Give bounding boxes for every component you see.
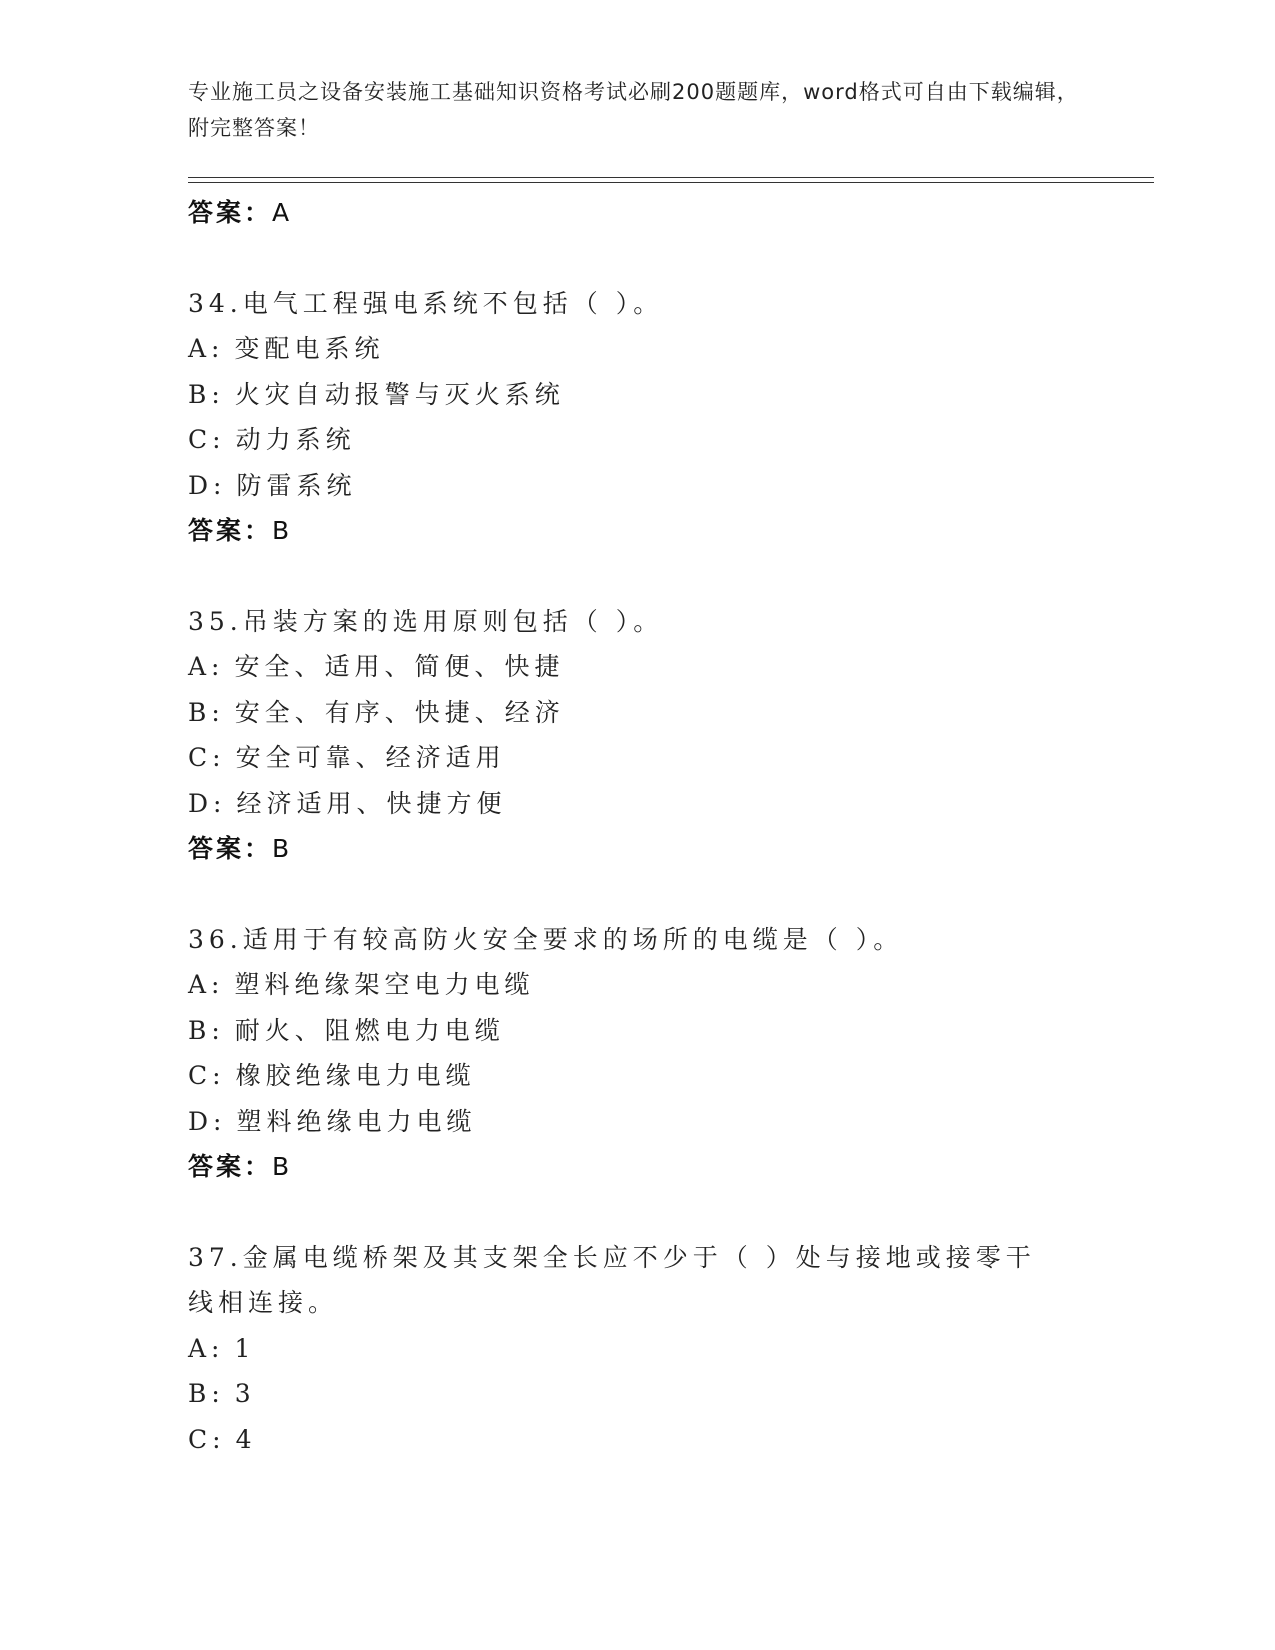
option-letter: C: <box>188 1061 226 1090</box>
question-block <box>188 599 1088 872</box>
answer-value: A <box>272 198 293 227</box>
document-header <box>188 74 1088 146</box>
option-text: 变配电系统 <box>234 334 385 363</box>
option-text: 耐火、阻燃电力电缆 <box>234 1015 505 1045</box>
option-letter: D: <box>188 788 227 818</box>
option-text: 安全、有序、快捷、经济 <box>234 697 565 727</box>
option-text: 4 <box>235 1424 257 1454</box>
question-stem: 36.适用于有较高防火安全要求的场所的电缆是（ ）。 <box>188 924 904 954</box>
option-letter: A: <box>188 652 225 681</box>
option-b <box>188 372 1088 418</box>
header-rule-top <box>188 177 1154 178</box>
answer-label: 答案： <box>188 516 273 545</box>
option-text: 安全、适用、简便、快捷 <box>234 652 565 681</box>
question-list <box>188 190 1088 1462</box>
option-letter: C: <box>188 1424 226 1454</box>
option-b <box>188 1371 1088 1417</box>
option-a <box>188 1326 1088 1372</box>
option-text: 1 <box>234 1333 256 1363</box>
answer-value: B <box>272 1152 293 1181</box>
option-b <box>188 690 1088 736</box>
option-text: 防雷系统 <box>236 470 357 500</box>
answer-line <box>188 190 1088 236</box>
option-letter: C: <box>188 743 226 772</box>
question-stem: 37.金属电缆桥架及其支架全长应不少于（ ）处与接地或接零干线相连接。 <box>188 1242 1036 1317</box>
option-d <box>188 463 1088 509</box>
spacer <box>188 554 1088 599</box>
option-letter: D: <box>188 470 227 500</box>
option-text: 动力系统 <box>235 425 356 454</box>
option-b <box>188 1008 1088 1054</box>
option-c <box>188 417 1088 463</box>
option-text: 塑料绝缘电力电缆 <box>236 1106 477 1136</box>
question-block <box>188 281 1088 554</box>
option-text: 塑料绝缘架空电力电缆 <box>234 970 535 999</box>
option-a <box>188 644 1088 690</box>
option-text: 安全可靠、经济适用 <box>235 743 506 772</box>
answer-label: 答案： <box>188 198 273 227</box>
option-letter: A: <box>188 1333 225 1363</box>
question-stem: 34.电气工程强电系统不包括（ ）。 <box>188 288 664 318</box>
option-letter: C: <box>188 425 226 454</box>
question-block <box>188 1235 1088 1463</box>
spacer <box>188 236 1088 281</box>
answer-line <box>188 826 1088 872</box>
option-letter: D: <box>188 1106 227 1136</box>
option-letter: B: <box>188 1015 225 1045</box>
header-rule-bottom <box>188 182 1154 183</box>
option-text: 橡胶绝缘电力电缆 <box>235 1061 476 1090</box>
answer-label: 答案： <box>188 834 273 863</box>
option-letter: A: <box>188 970 225 999</box>
option-c <box>188 735 1088 781</box>
option-c <box>188 1417 1088 1463</box>
option-a <box>188 962 1088 1008</box>
option-letter: B: <box>188 697 225 727</box>
answer-line <box>188 508 1088 554</box>
answer-value: B <box>272 516 293 545</box>
option-text: 3 <box>234 1379 256 1408</box>
spacer <box>188 1190 1088 1235</box>
question-block <box>188 917 1088 1190</box>
option-text: 火灾自动报警与灭火系统 <box>234 379 565 409</box>
option-d <box>188 1099 1088 1145</box>
option-letter: B: <box>188 379 225 409</box>
option-text: 经济适用、快捷方便 <box>236 788 507 818</box>
answer-label: 答案： <box>188 1152 273 1181</box>
option-a <box>188 326 1088 372</box>
option-letter: A: <box>188 334 225 363</box>
answer-line <box>188 1144 1088 1190</box>
option-d <box>188 781 1088 827</box>
question-stem: 35.吊装方案的选用原则包括（ ）。 <box>188 606 664 636</box>
option-c <box>188 1053 1088 1099</box>
option-letter: B: <box>188 1379 225 1408</box>
spacer <box>188 872 1088 917</box>
answer-value: B <box>272 834 293 863</box>
header-title: 专业施工员之设备安装施工基础知识资格考试必刷200题题库，word格式可自由下载编辑，附完整答案！ <box>188 80 1079 140</box>
